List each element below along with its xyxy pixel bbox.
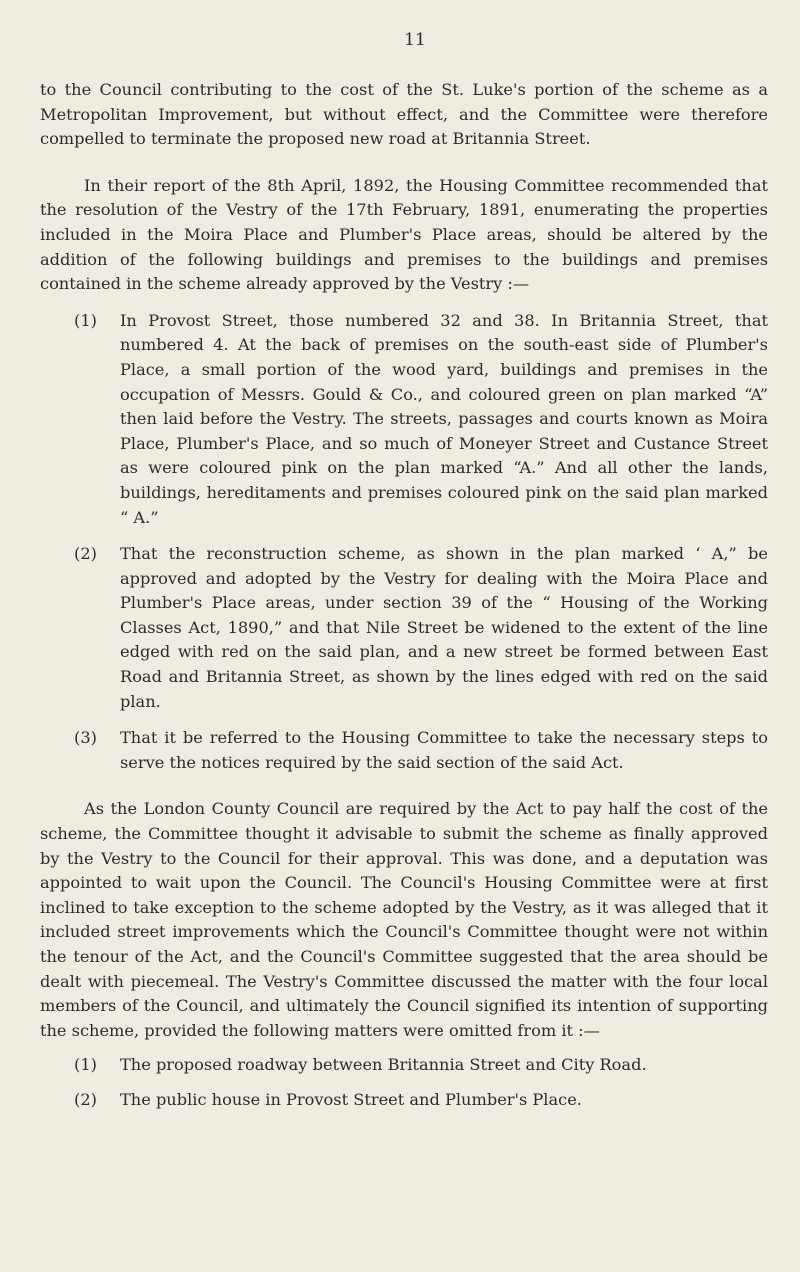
- paragraph-continuation: to the Council contributing to the cost of the St. Luke's portion of the scheme as a Metropolitan Improvement, but without effect, and the Committee were therefore compelled to terminate the proposed new road at Britannia Street.: [40, 80, 768, 149]
- item-number: (2): [74, 544, 97, 564]
- omitted-item: [74, 1088, 768, 1113]
- recommendation-item: [74, 542, 768, 714]
- page-number: 11: [404, 30, 426, 50]
- paragraph-county-council: As the London County Council are required by the Act to pay half the cost of the scheme, the Committee thought it advisable to submit the scheme as finally approved by the Vestry to the Council for their approval. This was done, and a deputation was appointed to wait upon the Council. The Council's Housing Committee were at first inclined to take exception to the scheme adopted by the Vestry, as it was alleged that it included street improvements which the Council's Committee thought were not within the tenour of the Act, and the Council's Committee suggested that the area should be dealt with piecemeal. The Vestry's Committee discussed the matter with the four local members of the Council, and ultimately the Council signified its intention of supporting the scheme, provided the following matters were omitted from it :—: [40, 799, 768, 1040]
- item-text: The public house in Provost Street and Plumber's Place.: [120, 1089, 582, 1109]
- item-text: That the reconstruction scheme, as shown in the plan marked ‘ A,” be approved and adopted by the Vestry for dealing with the Moira Place and Plumber's Place areas, under section 39 of the “ Housing of the Working Classes Act, 1890,” and that Nile Street be widened to the extent of the line edged with red on the said plan, and a new street be formed between East Road and Britannia Street, as shown by the lines edged with red on the said plan.: [120, 544, 768, 711]
- omitted-item: [74, 1053, 768, 1078]
- item-text: That it be referred to the Housing Committee to take the necessary steps to serve the notices required by the said section of the said Act.: [120, 728, 768, 772]
- paragraph-housing-report: In their report of the 8th April, 1892, the Housing Committee recommended that the resolution of the Vestry of the 17th February, 1891, enumerating the properties included in the Moira Place and Plumber's Place areas, should be altered by the addition of the following buildings and premises to the buildings and premises contained in the scheme already approved by the Vestry :—: [40, 175, 768, 294]
- item-text: In Provost Street, those numbered 32 and 38. In Britannia Street, that numbered 4. At the back of premises on the south-east side of Plumber's Place, a small portion of the wood yard, buildings and premises in the occupation of Messrs. Gould & Co., and coloured green on plan marked “A” then laid before the Vestry. The streets, passages and courts known as Moira Place, Plumber's Place, and so much of Moneyer Street and Custance Street as were coloured pink on the plan marked “A.” And all other the lands, buildings, hereditaments and premises coloured pink on the said plan marked “ A.”: [120, 310, 768, 527]
- item-text: The proposed roadway between Britannia Street and City Road.: [120, 1055, 647, 1075]
- item-number: (1): [74, 310, 97, 330]
- item-number: (1): [74, 1055, 97, 1075]
- recommendation-item: [74, 726, 768, 775]
- document-page: [40, 30, 768, 1113]
- recommendation-item: [74, 309, 768, 530]
- item-number: (2): [74, 1089, 97, 1109]
- item-number: (3): [74, 728, 97, 748]
